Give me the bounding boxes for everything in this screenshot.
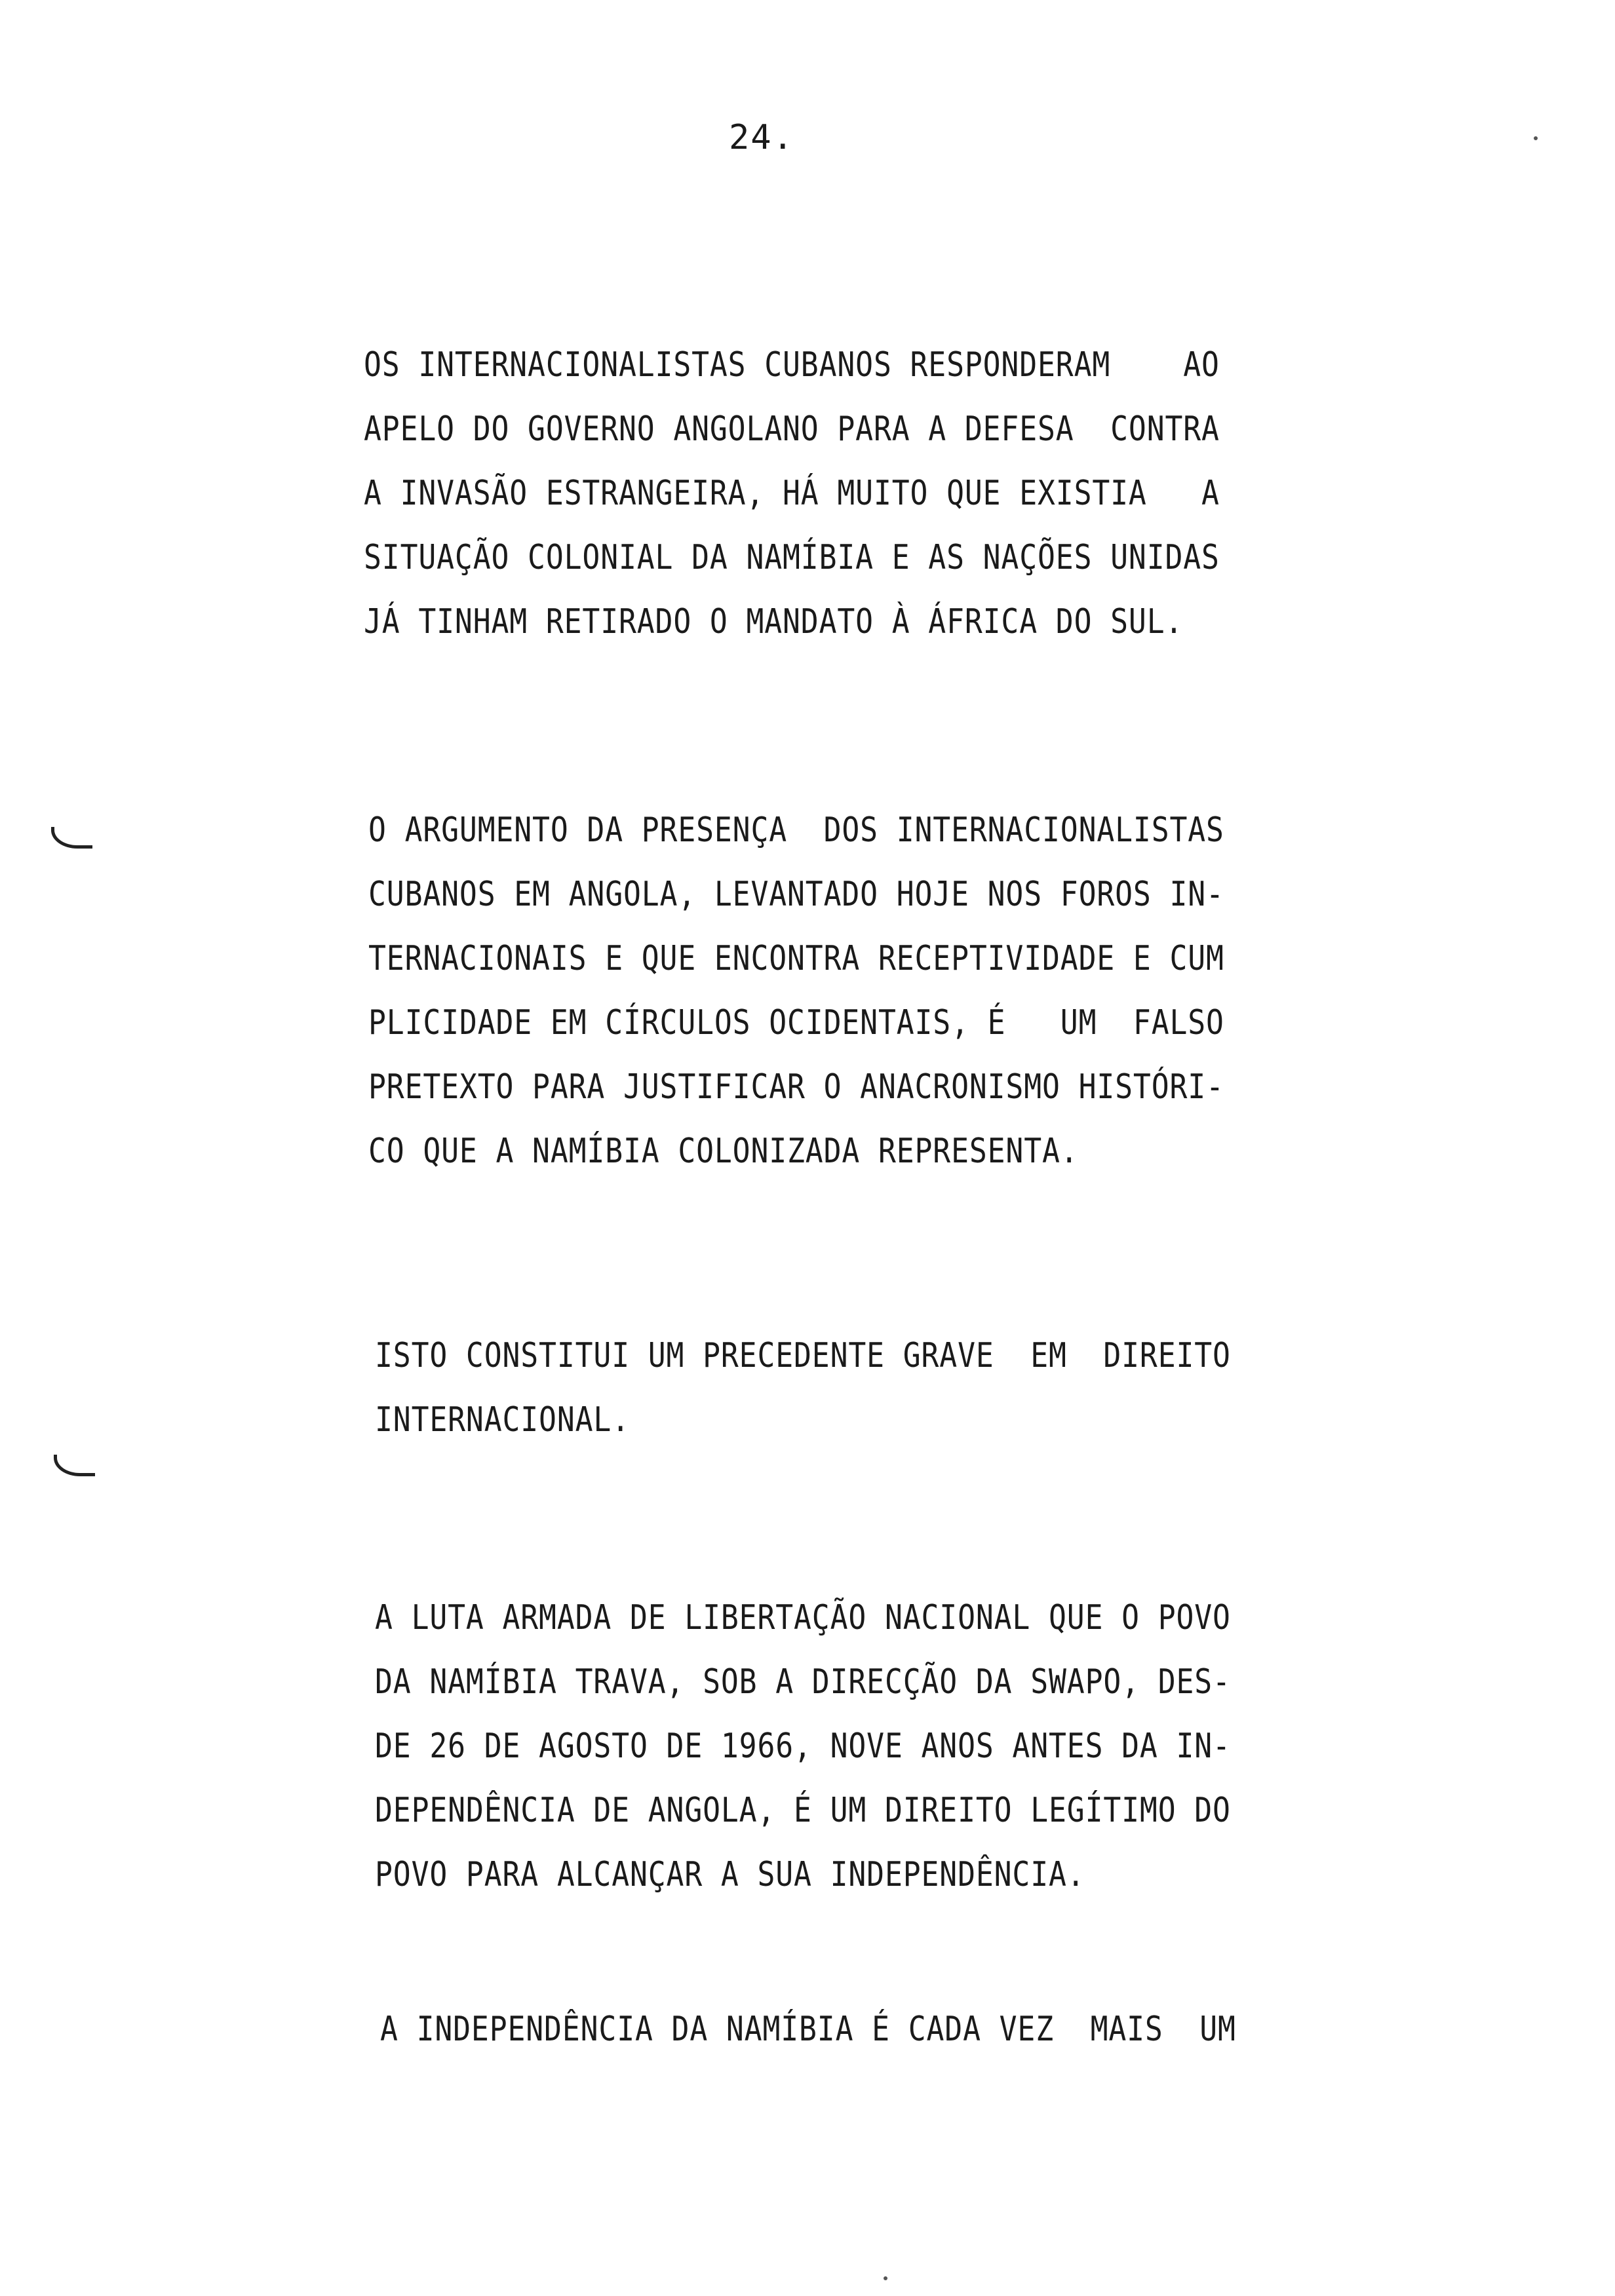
scan-speck xyxy=(884,2276,887,2280)
page-number: 24. xyxy=(729,118,794,157)
paragraph-1 xyxy=(364,333,1294,654)
text-line: DEPENDÊNCIA DE ANGOLA, É UM DIREITO LEGÍTIMO DO xyxy=(375,1791,1231,1830)
text-line: O ARGUMENTO DA PRESENÇA DOS INTERNACIONALISTAS xyxy=(368,811,1224,850)
text-line: TERNACIONAIS E QUE ENCONTRA RECEPTIVIDADE E CUM xyxy=(368,939,1224,978)
text-line: APELO DO GOVERNO ANGOLANO PARA A DEFESA CONTRA xyxy=(364,410,1220,449)
text-line: POVO PARA ALCANÇAR A SUA INDEPENDÊNCIA. xyxy=(375,1855,1085,1894)
text-line: A INDEPENDÊNCIA DA NAMÍBIA É CADA VEZ MAIS UM xyxy=(380,2010,1236,2049)
text-line: SITUAÇÃO COLONIAL DA NAMÍBIA E AS NAÇÕES UNIDAS xyxy=(364,538,1220,577)
margin-check-mark xyxy=(54,1455,95,1476)
scan-speck xyxy=(1534,136,1538,140)
text-line: PLICIDADE EM CÍRCULOS OCIDENTAIS, É UM FALSO xyxy=(368,1003,1224,1043)
text-line: A INVASÃO ESTRANGEIRA, HÁ MUITO QUE EXISTIA A xyxy=(364,474,1220,513)
text-line: ISTO CONSTITUI UM PRECEDENTE GRAVE EM DIREITO xyxy=(375,1336,1231,1375)
paragraph-5 xyxy=(380,1997,1311,2061)
margin-check-mark xyxy=(51,827,92,849)
text-line: JÁ TINHAM RETIRADO O MANDATO À ÁFRICA DO SUL. xyxy=(364,602,1184,641)
paragraph-4 xyxy=(375,1586,1306,1907)
text-line: DA NAMÍBIA TRAVA, SOB A DIRECÇÃO DA SWAPO, DES- xyxy=(375,1662,1231,1702)
text-line: DE 26 DE AGOSTO DE 1966, NOVE ANOS ANTES DA IN- xyxy=(375,1727,1231,1766)
paragraph-2 xyxy=(368,798,1299,1183)
text-line: OS INTERNACIONALISTAS CUBANOS RESPONDERAM AO xyxy=(364,345,1220,385)
text-line: CO QUE A NAMÍBIA COLONIZADA REPRESENTA. xyxy=(368,1132,1079,1171)
text-line: PRETEXTO PARA JUSTIFICAR O ANACRONISMO HISTÓRI- xyxy=(368,1067,1224,1107)
text-line: INTERNACIONAL. xyxy=(375,1400,630,1440)
text-line: CUBANOS EM ANGOLA, LEVANTADO HOJE NOS FOROS IN- xyxy=(368,875,1224,914)
paragraph-3 xyxy=(375,1324,1306,1452)
text-line: A LUTA ARMADA DE LIBERTAÇÃO NACIONAL QUE O POVO xyxy=(375,1598,1231,1637)
